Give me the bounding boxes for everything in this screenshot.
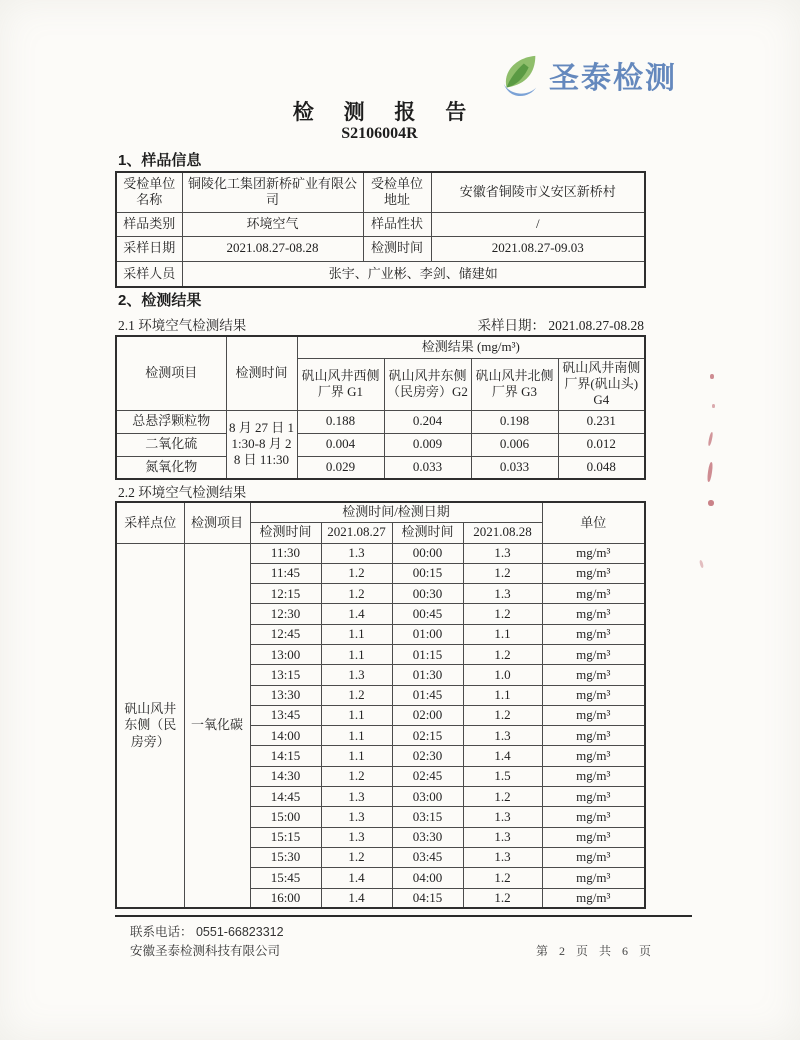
column-header: 检测时间	[226, 336, 297, 410]
time-b-cell: 01:15	[392, 644, 463, 664]
parameter-cell: 氮氧化物	[116, 456, 226, 479]
unit-cell: mg/m³	[542, 827, 645, 847]
time-a-cell: 15:15	[250, 827, 321, 847]
label-cell: 受检单位名称	[116, 172, 182, 212]
label-cell: 受检单位地址	[363, 172, 431, 212]
time-b-cell: 02:00	[392, 705, 463, 725]
time-a-cell: 14:45	[250, 787, 321, 807]
logo-text: 圣泰检测	[549, 62, 677, 95]
value-b-cell: 1.3	[463, 807, 542, 827]
company-name: 安徽圣泰检测科技有限公司	[130, 944, 281, 958]
value-a-cell: 1.2	[321, 685, 392, 705]
value-cell: 0.188	[297, 410, 384, 433]
value-cell: 0.048	[558, 456, 645, 479]
time-b-cell: 03:30	[392, 827, 463, 847]
section2-1-heading: 2.1 环境空气检测结果	[118, 318, 247, 333]
time-b-cell: 00:30	[392, 584, 463, 604]
value-cell: /	[431, 212, 645, 236]
time-a-cell: 15:00	[250, 807, 321, 827]
value-b-cell: 1.2	[463, 705, 542, 725]
section2-heading: 2、检测结果	[118, 292, 202, 309]
value-b-cell: 1.5	[463, 766, 542, 786]
time-a-cell: 14:30	[250, 766, 321, 786]
column-header: 单位	[542, 502, 645, 543]
unit-cell: mg/m³	[542, 705, 645, 725]
value-a-cell: 1.3	[321, 827, 392, 847]
red-ink-artifact	[708, 500, 714, 506]
leaf-logo-icon	[497, 52, 543, 98]
time-range-cell: 8 月 27 日 11:30-8 月 28 日 11:30	[226, 410, 297, 479]
value-a-cell: 1.1	[321, 624, 392, 644]
sample-info-table	[115, 171, 646, 288]
red-ink-artifact	[708, 432, 714, 446]
label-cell: 检测时间	[363, 236, 431, 261]
time-a-cell: 12:30	[250, 604, 321, 624]
column-subheader: 2021.08.28	[463, 522, 542, 543]
time-b-cell: 00:15	[392, 563, 463, 583]
value-cell: 0.004	[297, 433, 384, 456]
value-cell: 0.033	[384, 456, 471, 479]
value-a-cell: 1.4	[321, 888, 392, 908]
station-header: 矾山风井西侧厂界 G1	[297, 358, 384, 410]
value-a-cell: 1.3	[321, 807, 392, 827]
table-header-row	[116, 502, 645, 522]
unit-cell: mg/m³	[542, 624, 645, 644]
value-cell: 0.029	[297, 456, 384, 479]
value-b-cell: 1.2	[463, 868, 542, 888]
value-a-cell: 1.3	[321, 665, 392, 685]
value-a-cell: 1.4	[321, 604, 392, 624]
time-b-cell: 03:45	[392, 847, 463, 867]
red-ink-artifact	[712, 404, 715, 408]
value-cell: 0.012	[558, 433, 645, 456]
column-subheader: 检测时间	[250, 522, 321, 543]
station-header: 矾山风井东侧（民房旁）G2	[384, 358, 471, 410]
column-subheader: 2021.08.27	[321, 522, 392, 543]
unit-cell: mg/m³	[542, 563, 645, 583]
time-b-cell: 03:00	[392, 787, 463, 807]
value-cell: 0.033	[471, 456, 558, 479]
table-row	[116, 261, 645, 287]
time-a-cell: 15:45	[250, 868, 321, 888]
time-a-cell: 16:00	[250, 888, 321, 908]
value-b-cell: 1.4	[463, 746, 542, 766]
time-b-cell: 01:45	[392, 685, 463, 705]
value-b-cell: 1.2	[463, 644, 542, 664]
table-row	[116, 410, 645, 433]
sampling-point-cell: 矾山风井东侧（民房旁）	[116, 543, 184, 908]
value-b-cell: 1.3	[463, 543, 542, 563]
red-ink-artifact	[707, 462, 714, 482]
value-cell: 2021.08.27-09.03	[431, 236, 645, 261]
table-row	[116, 172, 645, 212]
co-data-row	[116, 543, 645, 563]
unit-cell: mg/m³	[542, 888, 645, 908]
time-b-cell: 01:30	[392, 665, 463, 685]
time-b-cell: 03:15	[392, 807, 463, 827]
label-cell: 样品性状	[363, 212, 431, 236]
value-cell: 2021.08.27-08.28	[182, 236, 363, 261]
table-row	[116, 456, 645, 479]
unit-cell: mg/m³	[542, 787, 645, 807]
station-header: 矾山风井北侧厂界 G3	[471, 358, 558, 410]
value-cell: 0.204	[384, 410, 471, 433]
value-a-cell: 1.2	[321, 563, 392, 583]
column-header: 检测时间/检测日期	[250, 502, 542, 522]
table-header-row	[116, 336, 645, 358]
report-title: 检 测 报 告	[292, 101, 479, 124]
time-a-cell: 12:45	[250, 624, 321, 644]
value-a-cell: 1.1	[321, 644, 392, 664]
value-b-cell: 1.3	[463, 847, 542, 867]
section2-2-heading: 2.2 环境空气检测结果	[118, 485, 247, 500]
red-ink-artifact	[699, 560, 704, 569]
time-a-cell: 12:15	[250, 584, 321, 604]
label-cell: 采样人员	[116, 261, 182, 287]
unit-cell: mg/m³	[542, 543, 645, 563]
value-cell: 张宇、广业彬、李剑、储建如	[182, 261, 645, 287]
value-cell: 环境空气	[182, 212, 363, 236]
parameter-cell: 总悬浮颗粒物	[116, 410, 226, 433]
unit-cell: mg/m³	[542, 766, 645, 786]
company-logo	[497, 52, 677, 98]
value-cell: 0.006	[471, 433, 558, 456]
time-a-cell: 13:00	[250, 644, 321, 664]
page-number: 第 2 页 共 6 页	[535, 944, 655, 958]
time-a-cell: 14:00	[250, 726, 321, 746]
time-a-cell: 13:45	[250, 705, 321, 725]
time-a-cell: 13:15	[250, 665, 321, 685]
contact-phone: 联系电话： 0551-66823312	[130, 925, 284, 939]
value-b-cell: 1.0	[463, 665, 542, 685]
value-b-cell: 1.2	[463, 888, 542, 908]
unit-cell: mg/m³	[542, 746, 645, 766]
sampling-date-label: 采样日期： 2021.08.27-08.28	[477, 318, 644, 333]
value-a-cell: 1.1	[321, 705, 392, 725]
unit-cell: mg/m³	[542, 685, 645, 705]
value-b-cell: 1.1	[463, 624, 542, 644]
unit-cell: mg/m³	[542, 604, 645, 624]
time-a-cell: 15:30	[250, 847, 321, 867]
value-a-cell: 1.1	[321, 746, 392, 766]
time-a-cell: 14:15	[250, 746, 321, 766]
value-cell: 铜陵化工集团新桥矿业有限公司	[182, 172, 363, 212]
column-header: 检测项目	[184, 502, 250, 543]
table-row	[116, 236, 645, 261]
value-b-cell: 1.1	[463, 685, 542, 705]
time-b-cell: 04:15	[392, 888, 463, 908]
value-b-cell: 1.2	[463, 604, 542, 624]
value-a-cell: 1.2	[321, 766, 392, 786]
value-a-cell: 1.3	[321, 787, 392, 807]
time-b-cell: 04:00	[392, 868, 463, 888]
time-b-cell: 02:30	[392, 746, 463, 766]
unit-cell: mg/m³	[542, 665, 645, 685]
value-a-cell: 1.1	[321, 726, 392, 746]
unit-cell: mg/m³	[542, 807, 645, 827]
footer-divider	[115, 915, 692, 917]
unit-cell: mg/m³	[542, 726, 645, 746]
parameter-cell: 一氧化碳	[184, 543, 250, 908]
time-a-cell: 11:30	[250, 543, 321, 563]
column-header: 检测项目	[116, 336, 226, 410]
value-b-cell: 1.2	[463, 787, 542, 807]
value-cell: 安徽省铜陵市义安区新桥村	[431, 172, 645, 212]
value-cell: 0.231	[558, 410, 645, 433]
value-b-cell: 1.3	[463, 827, 542, 847]
value-a-cell: 1.3	[321, 543, 392, 563]
value-cell: 0.009	[384, 433, 471, 456]
label-cell: 样品类别	[116, 212, 182, 236]
value-b-cell: 1.3	[463, 584, 542, 604]
value-a-cell: 1.2	[321, 584, 392, 604]
section1-heading: 1、样品信息	[118, 152, 202, 169]
value-b-cell: 1.3	[463, 726, 542, 746]
label-cell: 采样日期	[116, 236, 182, 261]
column-header: 检测结果 (mg/m³)	[297, 336, 645, 358]
time-b-cell: 00:45	[392, 604, 463, 624]
table-row	[116, 212, 645, 236]
value-a-cell: 1.2	[321, 847, 392, 867]
column-subheader: 检测时间	[392, 522, 463, 543]
air-results-summary-table	[115, 335, 646, 480]
time-a-cell: 11:45	[250, 563, 321, 583]
unit-cell: mg/m³	[542, 847, 645, 867]
value-b-cell: 1.2	[463, 563, 542, 583]
time-b-cell: 00:00	[392, 543, 463, 563]
time-b-cell: 01:00	[392, 624, 463, 644]
unit-cell: mg/m³	[542, 644, 645, 664]
unit-cell: mg/m³	[542, 584, 645, 604]
unit-cell: mg/m³	[542, 868, 645, 888]
red-ink-artifact	[710, 374, 714, 379]
parameter-cell: 二氧化硫	[116, 433, 226, 456]
time-b-cell: 02:15	[392, 726, 463, 746]
report-number: S2106004R	[341, 125, 418, 142]
time-b-cell: 02:45	[392, 766, 463, 786]
time-a-cell: 13:30	[250, 685, 321, 705]
value-cell: 0.198	[471, 410, 558, 433]
station-header: 矾山风井南侧厂界(矾山头) G4	[558, 358, 645, 410]
column-header: 采样点位	[116, 502, 184, 543]
table-row	[116, 433, 645, 456]
air-co-table	[115, 501, 646, 909]
value-a-cell: 1.4	[321, 868, 392, 888]
